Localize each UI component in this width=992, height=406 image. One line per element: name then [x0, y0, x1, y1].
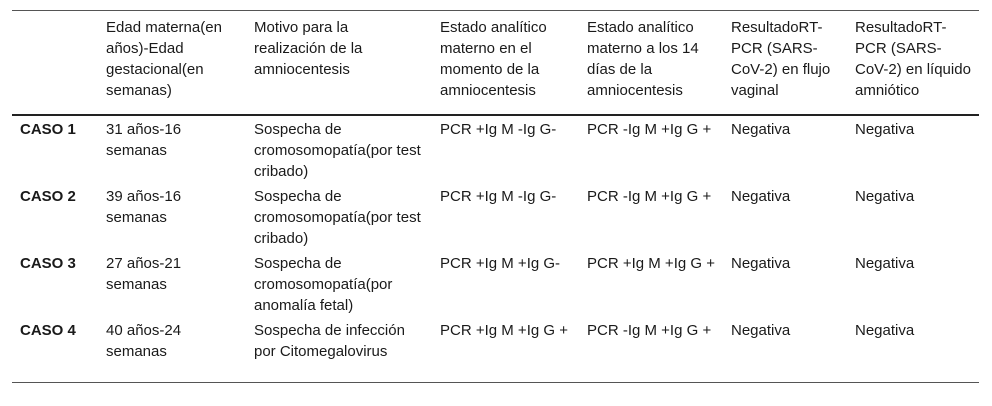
table-container	[12, 10, 979, 383]
header-cell-vaginal-result: ResultadoRT-PCR (SARS-CoV-2) en flujo vaginal	[731, 19, 831, 99]
cell-status-at-amnio: PCR +Ig M +Ig G-	[440, 254, 561, 272]
case-label: CASO 1	[20, 120, 76, 138]
case-label: CASO 2	[20, 187, 76, 205]
cell-status-at-amnio: PCR +Ig M -Ig G-	[440, 187, 557, 205]
table-header	[12, 11, 979, 115]
header-row	[12, 11, 979, 115]
case-label: CASO 4	[20, 321, 76, 339]
cell-vaginal-result: Negativa	[731, 321, 791, 339]
cell-amniotic-result: Negativa	[855, 254, 915, 272]
cell-amniotic-result: Negativa	[855, 321, 915, 339]
cell-age: 39 años-16 semanas	[106, 187, 182, 226]
table-body	[12, 115, 979, 383]
cell-amniotic-result: Negativa	[855, 120, 915, 138]
cell-reason: Sospecha de cromosomopatía(por anomalía fetal)	[254, 254, 393, 314]
table-row	[12, 183, 979, 250]
header-cell-case	[12, 11, 98, 115]
header-cell-reason: Motivo para la realización de la amniocentesis	[254, 19, 363, 78]
cell-status-at-amnio: PCR +Ig M -Ig G-	[440, 120, 557, 138]
cell-age: 27 años-21 semanas	[106, 254, 182, 293]
cell-vaginal-result: Negativa	[731, 187, 791, 205]
cell-age: 40 años-24 semanas	[106, 321, 182, 360]
cell-status-14-days: PCR -Ig M +Ig G +	[587, 321, 712, 339]
cell-status-14-days: PCR -Ig M +Ig G +	[587, 120, 712, 138]
header-cell-status-at-amnio: Estado analítico materno en el momento de la amniocentesis	[440, 19, 547, 99]
table-row	[12, 115, 979, 183]
cell-amniotic-result: Negativa	[855, 187, 915, 205]
case-label: CASO 3	[20, 254, 76, 272]
cell-status-at-amnio: PCR +Ig M +Ig G +	[440, 321, 568, 339]
table-row	[12, 317, 979, 383]
data-table	[12, 10, 979, 383]
header-cell-amniotic-result: ResultadoRT-PCR (SARS-CoV-2) en líquido amniótico	[855, 19, 971, 99]
cell-reason: Sospecha de cromosomopatía(por test cribado)	[254, 120, 421, 180]
cell-status-14-days: PCR +Ig M +Ig G +	[587, 254, 715, 272]
cell-vaginal-result: Negativa	[731, 120, 791, 138]
cell-age: 31 años-16 semanas	[106, 120, 182, 159]
cell-reason: Sospecha de infección por Citomegalovirus	[254, 321, 405, 360]
cell-status-14-days: PCR -Ig M +Ig G +	[587, 187, 712, 205]
table-row	[12, 250, 979, 317]
cell-reason: Sospecha de cromosomopatía(por test cribado)	[254, 187, 421, 247]
cell-vaginal-result: Negativa	[731, 254, 791, 272]
header-cell-status-14-days: Estado analítico materno a los 14 días de la amniocentesis	[587, 19, 699, 99]
header-cell-age: Edad materna(en años)-Edad gestacional(en semanas)	[106, 19, 222, 99]
